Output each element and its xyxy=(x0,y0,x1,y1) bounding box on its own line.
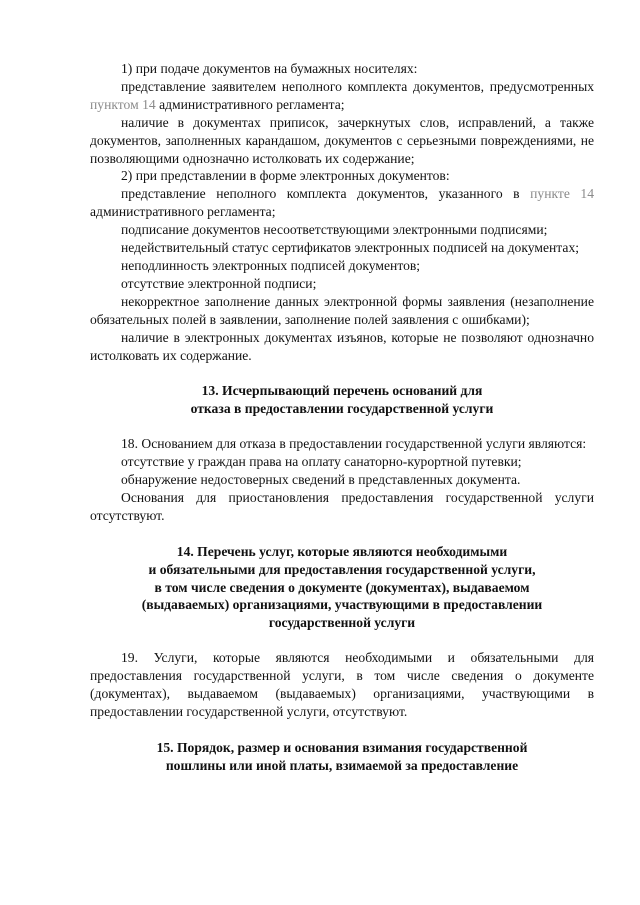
spacer xyxy=(90,364,594,382)
paragraph-no-signature: отсутствие электронной подписи; xyxy=(121,275,317,291)
paragraph-incomplete-set xyxy=(90,78,594,114)
paragraph-text: представление заявителем неполного комплекта документов, предусмотренных xyxy=(121,78,594,94)
spacer xyxy=(90,721,594,739)
clause-14-link[interactable]: пункте 14 xyxy=(530,186,594,202)
paragraph-fake-signatures: неподлинность электронных подписей документов; xyxy=(121,257,421,273)
section-14-heading-line: и обязательными для предоставления государственной услуги, xyxy=(148,561,536,577)
spacer xyxy=(90,525,594,543)
spacer xyxy=(90,418,594,435)
paragraph-corrections: наличие в документах приписок, зачеркнутых слов, исправлений, а также документов, заполненных карандашом, документов с серьезными повреждениями, не позволяющими однозначно истолковать их содержание; xyxy=(90,114,594,166)
section-13-heading-line: отказа в предоставлении государственной услуги xyxy=(190,401,494,417)
paragraph-electronic-submission: 2) при представлении в форме электронных документов: xyxy=(121,168,450,184)
document-page xyxy=(90,60,594,775)
paragraph-text: представление неполного комплекта документов, указанного в xyxy=(121,186,531,202)
section-14-heading-line: 14. Перечень услуг, которые являются необходимыми xyxy=(176,543,508,559)
section-14-heading-line: государственной услуги xyxy=(268,615,416,631)
section-15-heading-line: пошлины или иной платы, взимаемой за предоставление xyxy=(165,757,519,773)
section-13-heading-line: 13. Исчерпывающий перечень оснований для xyxy=(201,383,483,399)
paragraph-incomplete-electronic xyxy=(90,185,594,221)
paragraph-text: административного регламента; xyxy=(155,96,345,112)
paragraph-18-item: отсутствие у граждан права на оплату санаторно-курортной путевки; xyxy=(121,454,522,470)
spacer xyxy=(90,632,594,649)
paragraph-text: административного регламента; xyxy=(90,204,276,220)
paragraph-wrong-signatures: подписание документов несоответствующими электронными подписями; xyxy=(121,222,548,238)
paragraph-defects: наличие в электронных документах изъянов, которые не позволяют однозначно истолковать их содержание. xyxy=(90,329,594,363)
paragraph-invalid-certificates: недействительный статус сертификатов электронных подписей на документах; xyxy=(121,240,580,256)
clause-14-link[interactable]: пунктом 14 xyxy=(90,96,156,112)
paragraph-18: 18. Основанием для отказа в предоставлении государственной услуги являются: xyxy=(121,436,587,452)
paragraph-paper-submission: 1) при подаче документов на бумажных носителях: xyxy=(121,61,418,76)
paragraph-19: 19. Услуги, которые являются необходимыми и обязательными для предоставления государственной услуги, в том числе сведения о документе (документах), выдаваемом (выдаваемых) организациями, участвующими в предоставлении государственной услуги, отсутствуют. xyxy=(90,650,594,719)
paragraph-form-errors: некорректное заполнение данных электронной формы заявления (незаполнение обязательных полей в заявлении, заполнение полей заявления с ошибками); xyxy=(90,293,594,327)
paragraph-18-item: обнаружение недостоверных сведений в представленных документа. xyxy=(121,472,521,488)
paragraph-18-suspension: Основания для приостановления предоставления государственной услуги отсутствуют. xyxy=(90,489,594,523)
section-14-heading-line: (выдаваемых) организациями, участвующими в предоставлении xyxy=(141,597,543,613)
section-14-heading-line: в том числе сведения о документе (документах), выдаваемом xyxy=(154,579,530,595)
section-15-heading-line: 15. Порядок, размер и основания взимания государственной xyxy=(156,739,528,755)
